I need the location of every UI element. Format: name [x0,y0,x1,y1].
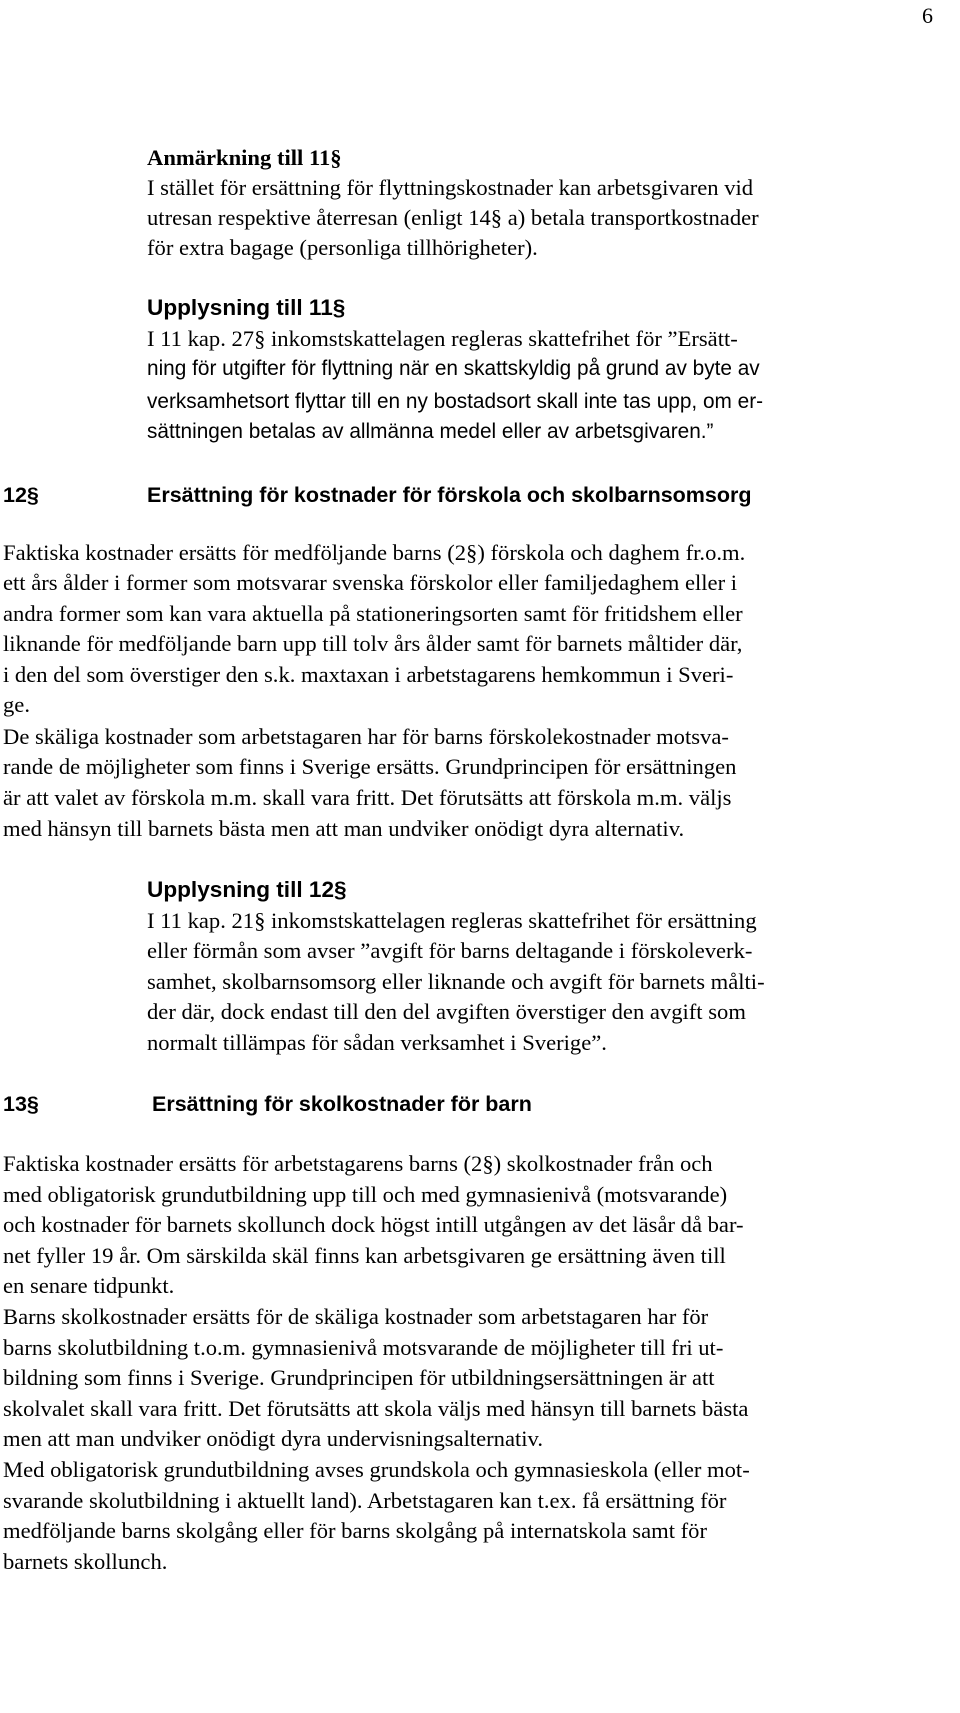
section-12-line: andra former som kan vara aktuella på stationeringsorten samt för fritidshem eller [3,601,743,626]
info-12-line: samhet, skolbarnsomsorg eller liknande och avgift för barnets målti- [147,969,765,994]
section-12-line: ett års ålder i former som motsvarar svenska förskolor eller familjedaghem eller i [3,570,738,595]
annotation-11-line: utresan respektive återresan (enligt 14§ a) betala transportkostnader [147,205,759,230]
section-12-line: Faktiska kostnader ersätts för medföljande barns (2§) förskola och daghem fr.o.m. [3,540,746,565]
section-13-line: barnets skollunch. [3,1549,168,1574]
section-12-number: 12§ [3,483,39,507]
section-12-line: med hänsyn till barnets bästa men att man undviker onödigt dyra alternativ. [3,816,685,841]
section-13-line: net fyller 19 år. Om särskilda skäl finns kan arbetsgivaren ge ersättning även till [3,1243,726,1268]
section-13-line: och kostnader för barnets skollunch dock högst intill utgången av det läsår då bar- [3,1212,744,1237]
section-12-line: i den del som överstiger den s.k. maxtaxan i arbetstagarens hemkommun i Sveri- [3,662,734,687]
annotation-11-line: I stället för ersättning för flyttningskostnader kan arbetsgivaren vid [147,175,754,200]
section-13-line: Barns skolkostnader ersätts för de skäliga kostnader som arbetstagaren har för [3,1304,709,1329]
info-11-line: I 11 kap. 27§ inkomstskattelagen regleras skattefrihet för ”Ersätt- [147,326,738,351]
section-13-line: men att man undviker onödigt dyra undervisningsalternativ. [3,1426,544,1451]
section-12-line: är att valet av förskola m.m. skall vara fritt. Det förutsätts att förskola m.m. väljs [3,785,732,810]
section-13-line: barns skolutbildning t.o.m. gymnasienivå motsvarande de möjligheter till fri ut- [3,1335,724,1360]
info-12-line: eller förmån som avser ”avgift för barns deltagande i förskoleverk- [147,938,753,963]
page-number: 6 [922,3,933,28]
section-12-title: Ersättning för kostnader för förskola och skolbarnsomsorg [147,483,752,507]
section-13-line: Med obligatorisk grundutbildning avses grundskola och gymnasieskola (eller mot- [3,1457,750,1482]
section-13-line: svarande skolutbildning i aktuellt land). Arbetstagaren kan t.ex. få ersättning för [3,1488,727,1513]
section-13-number: 13§ [3,1092,39,1116]
info-12-line: normalt tillämpas för sådan verksamhet i Sverige”. [147,1030,607,1055]
info-11-line: verksamhetsort flyttar till en ny bostadsort skall inte tas upp, om er- [147,390,764,413]
section-13-line: skolvalet skall vara fritt. Det förutsätts att skola väljs med hänsyn till barnets bästa [3,1396,749,1421]
info-12-line: I 11 kap. 21§ inkomstskattelagen regleras skattefrihet för ersättning [147,908,757,933]
info-11-line: ning för utgifter för flyttning när en skattskyldig på grund av byte av [147,357,760,380]
section-13-line: en senare tidpunkt. [3,1273,175,1298]
section-13-title: Ersättning för skolkostnader för barn [152,1092,532,1116]
section-12-line: liknande för medföljande barn upp till tolv års ålder samt för barnets måltider där, [3,631,743,656]
section-12-line: ge. [3,692,30,717]
annotation-11-heading: Anmärkning till 11§ [147,145,342,170]
info-12-line: der där, dock endast till den del avgiften överstiger den avgift som [147,999,746,1024]
section-13-line: medföljande barns skolgång eller för barns skolgång på internatskola samt för [3,1518,707,1543]
section-13-line: med obligatorisk grundutbildning upp till och med gymnasienivå (motsvarande) [3,1182,728,1207]
section-13-line: Faktiska kostnader ersätts för arbetstagarens barns (2§) skolkostnader från och [3,1151,713,1176]
annotation-11-line: för extra bagage (personliga tillhörigheter). [147,235,538,260]
info-12-heading: Upplysning till 12§ [147,877,347,902]
info-11-heading: Upplysning till 11§ [147,295,346,320]
section-12-line: De skäliga kostnader som arbetstagaren har för barns förskolekostnader motsva- [3,724,729,749]
section-12-line: rande de möjligheter som finns i Sverige ersätts. Grundprincipen för ersättningen [3,754,737,779]
info-11-line: sättningen betalas av allmänna medel eller av arbetsgivaren.” [147,420,714,443]
section-13-line: bildning som finns i Sverige. Grundprincipen för utbildningsersättningen är att [3,1365,715,1390]
